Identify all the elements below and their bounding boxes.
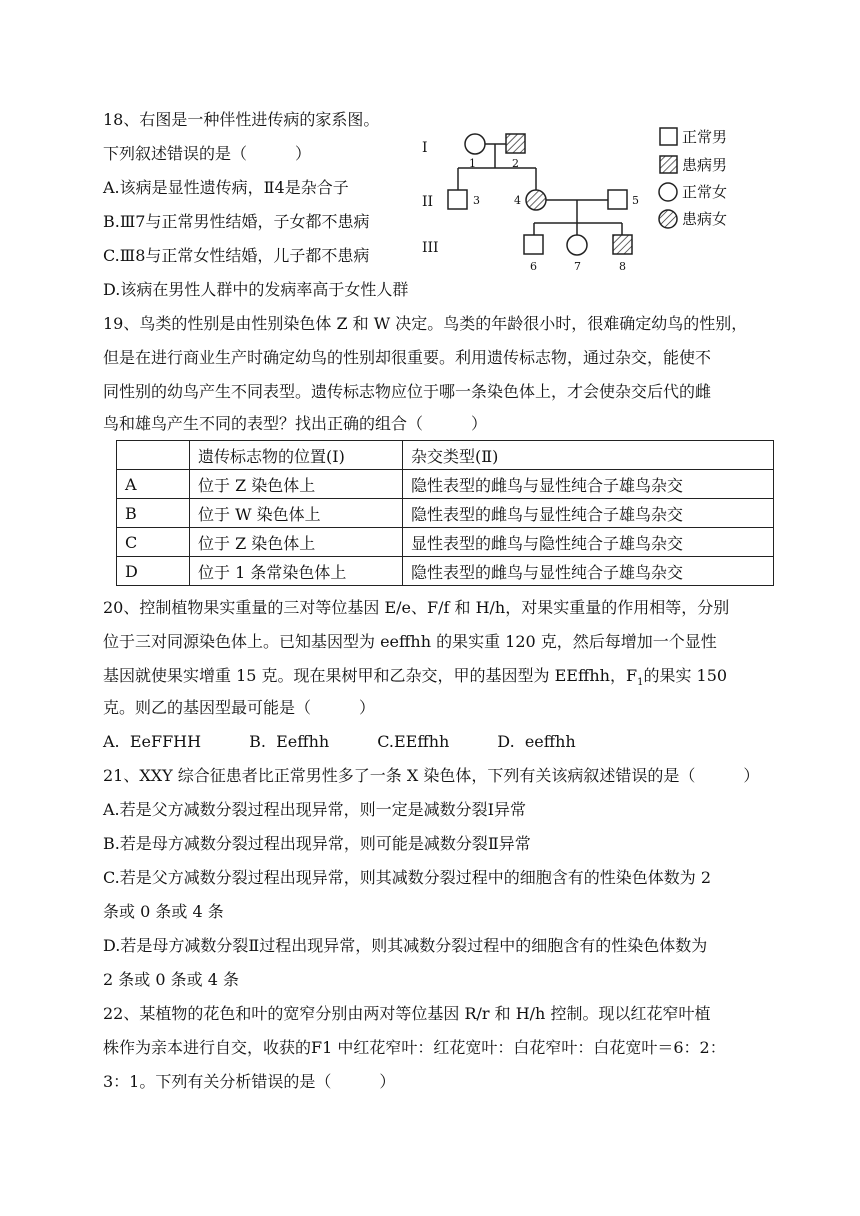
individual-number-3: 3 — [473, 194, 480, 207]
table-header-row — [117, 441, 774, 470]
individual-number-1: 1 — [469, 157, 476, 170]
q19-stem-line4: 鸟和雄鸟产生不同的表型？找出正确的组合（ ） — [103, 414, 488, 433]
legend-affected-male-symbol — [660, 156, 677, 173]
table-cell: B — [117, 499, 190, 528]
table-cell: 位于 W 染色体上 — [190, 499, 403, 528]
pedigree-diagram — [418, 120, 758, 280]
q20-stem-line1: 20、控制植物果实重量的三对等位基因 E/e、F/f 和 H/h，对果实重量的作用相等，分别 — [103, 598, 730, 617]
table-cell: 位于 Z 染色体上 — [190, 528, 403, 557]
q18-stem-line2: 下列叙述错误的是（ ） — [103, 144, 312, 163]
q18-option-a: A.该病是显性遗传病，Ⅱ4是杂合子 — [103, 178, 349, 197]
table-cell: A — [117, 470, 190, 499]
legend-affected-female-symbol — [659, 210, 677, 228]
table-cell: C — [117, 528, 190, 557]
table-header-cell: 杂交类型(Ⅱ) — [403, 441, 774, 470]
legend-affected-male-label: 患病男 — [682, 156, 728, 174]
legend-normal-male-label: 正常男 — [682, 128, 728, 146]
individual-7-normal-female — [567, 235, 587, 255]
q18-option-c: C.Ⅲ8与正常女性结婚，儿子都不患病 — [103, 246, 370, 265]
q20-options: A. EeFFHH B. Eeffhh C.EEffhh D. eeffhh — [103, 732, 576, 751]
individual-5-normal-male — [608, 190, 627, 209]
individual-number-5: 5 — [632, 194, 639, 207]
q18-option-d: D.该病在男性人群中的发病率高于女性人群 — [103, 280, 409, 299]
individual-number-6: 6 — [530, 260, 537, 273]
q20-line3-text-end: 的果实 150 — [643, 666, 728, 685]
individual-4-affected-female — [526, 190, 546, 210]
q19-stem-line3: 同性别的幼鸟产生不同表型。遗传标志物应位于哪一条染色体上，才会使杂交后代的雌 — [103, 382, 712, 401]
table-row — [117, 557, 774, 586]
q21-option-b: B.若是母方减数分裂过程出现异常，则可能是减数分裂Ⅱ异常 — [103, 834, 531, 853]
q20-stem-line2: 位于三对同源染色体上。已知基因型为 eeffhh 的果实重 120 克，然后每增加一个显性 — [103, 632, 717, 651]
table-cell: 位于 Z 染色体上 — [190, 470, 403, 499]
table-cell: 隐性表型的雌鸟与显性纯合子雄鸟杂交 — [403, 499, 774, 528]
legend-affected-female-label: 患病女 — [682, 210, 728, 228]
table-cell: 隐性表型的雌鸟与显性纯合子雄鸟杂交 — [403, 470, 774, 499]
q22-stem-line3: 3：1。下列有关分析错误的是（ ） — [103, 1072, 396, 1091]
q18-option-b: B.Ⅲ7与正常男性结婚，子女都不患病 — [103, 212, 370, 231]
table-row — [117, 499, 774, 528]
q19-options-table — [116, 440, 774, 586]
q21-option-a: A.若是父方减数分裂过程出现异常，则一定是减数分裂Ⅰ异常 — [103, 800, 526, 819]
table-cell: 位于 1 条常染色体上 — [190, 557, 403, 586]
individual-1-normal-female — [465, 134, 485, 154]
q21-option-d-line1: D.若是母方减数分裂Ⅱ过程出现异常，则其减数分裂过程中的细胞含有的性染色体数为 — [103, 936, 708, 955]
q19-stem-line1: 19、鸟类的性别是由性别染色体 Z 和 W 决定。鸟类的年龄很小时，很难确定幼鸟的性别， — [103, 314, 748, 333]
q21-option-c-line1: C.若是父方减数分裂过程出现异常，则其减数分裂过程中的细胞含有的性染色体数为 2 — [103, 868, 712, 887]
generation-label-3: III — [422, 240, 439, 256]
individual-number-8: 8 — [619, 260, 626, 273]
table-header-cell — [117, 441, 190, 470]
q21-option-c-line2: 条或 0 条或 4 条 — [103, 902, 224, 921]
table-row — [117, 528, 774, 557]
q19-stem-line2: 但是在进行商业生产时确定幼鸟的性别却很重要。利用遗传标志物，通过杂交，能使不 — [103, 348, 712, 367]
legend-normal-female-label: 正常女 — [682, 183, 728, 201]
f1-subscript: 1 — [637, 677, 644, 689]
q18-stem-line1: 18、右图是一种伴性进传病的家系图。 — [103, 110, 380, 129]
q22-stem-line2: 株作为亲本进行自交，收获的F1 中红花窄叶：红花宽叶：白花窄叶：白花宽叶＝6：2： — [103, 1038, 726, 1057]
q20-line3-text: 基因就使果实增重 15 克。现在果树甲和乙杂交，甲的基因型为 EEffhh，F — [103, 666, 638, 685]
q20-stem-line3 — [103, 666, 727, 693]
individual-number-7: 7 — [574, 260, 581, 273]
individual-number-2: 2 — [512, 157, 519, 170]
table-cell: D — [117, 557, 190, 586]
individual-3-normal-male — [448, 190, 467, 209]
legend-normal-female-symbol — [659, 183, 677, 201]
table-cell: 隐性表型的雌鸟与显性纯合子雄鸟杂交 — [403, 557, 774, 586]
q22-stem-line1: 22、某植物的花色和叶的宽窄分别由两对等位基因 R/r 和 H/h 控制。现以红花窄叶植 — [103, 1004, 711, 1023]
q20-stem-line4: 克。则乙的基因型最可能是（ ） — [103, 698, 376, 717]
individual-number-4: 4 — [514, 194, 521, 207]
table-row — [117, 470, 774, 499]
q21-stem: 21、XXY 综合征患者比正常男性多了一条 X 染色体，下列有关该病叙述错误的是（ ） — [103, 766, 760, 785]
individual-2-affected-male — [506, 134, 525, 153]
table-cell: 显性表型的雌鸟与隐性纯合子雄鸟杂交 — [403, 528, 774, 557]
individual-6-normal-male — [524, 235, 543, 254]
generation-label-2: II — [422, 194, 434, 210]
generation-label-1: I — [422, 140, 428, 156]
q21-option-d-line2: 2 条或 0 条或 4 条 — [103, 970, 239, 989]
legend-normal-male-symbol — [660, 128, 677, 145]
individual-8-affected-male — [613, 235, 632, 254]
table-header-cell: 遗传标志物的位置(Ⅰ) — [190, 441, 403, 470]
